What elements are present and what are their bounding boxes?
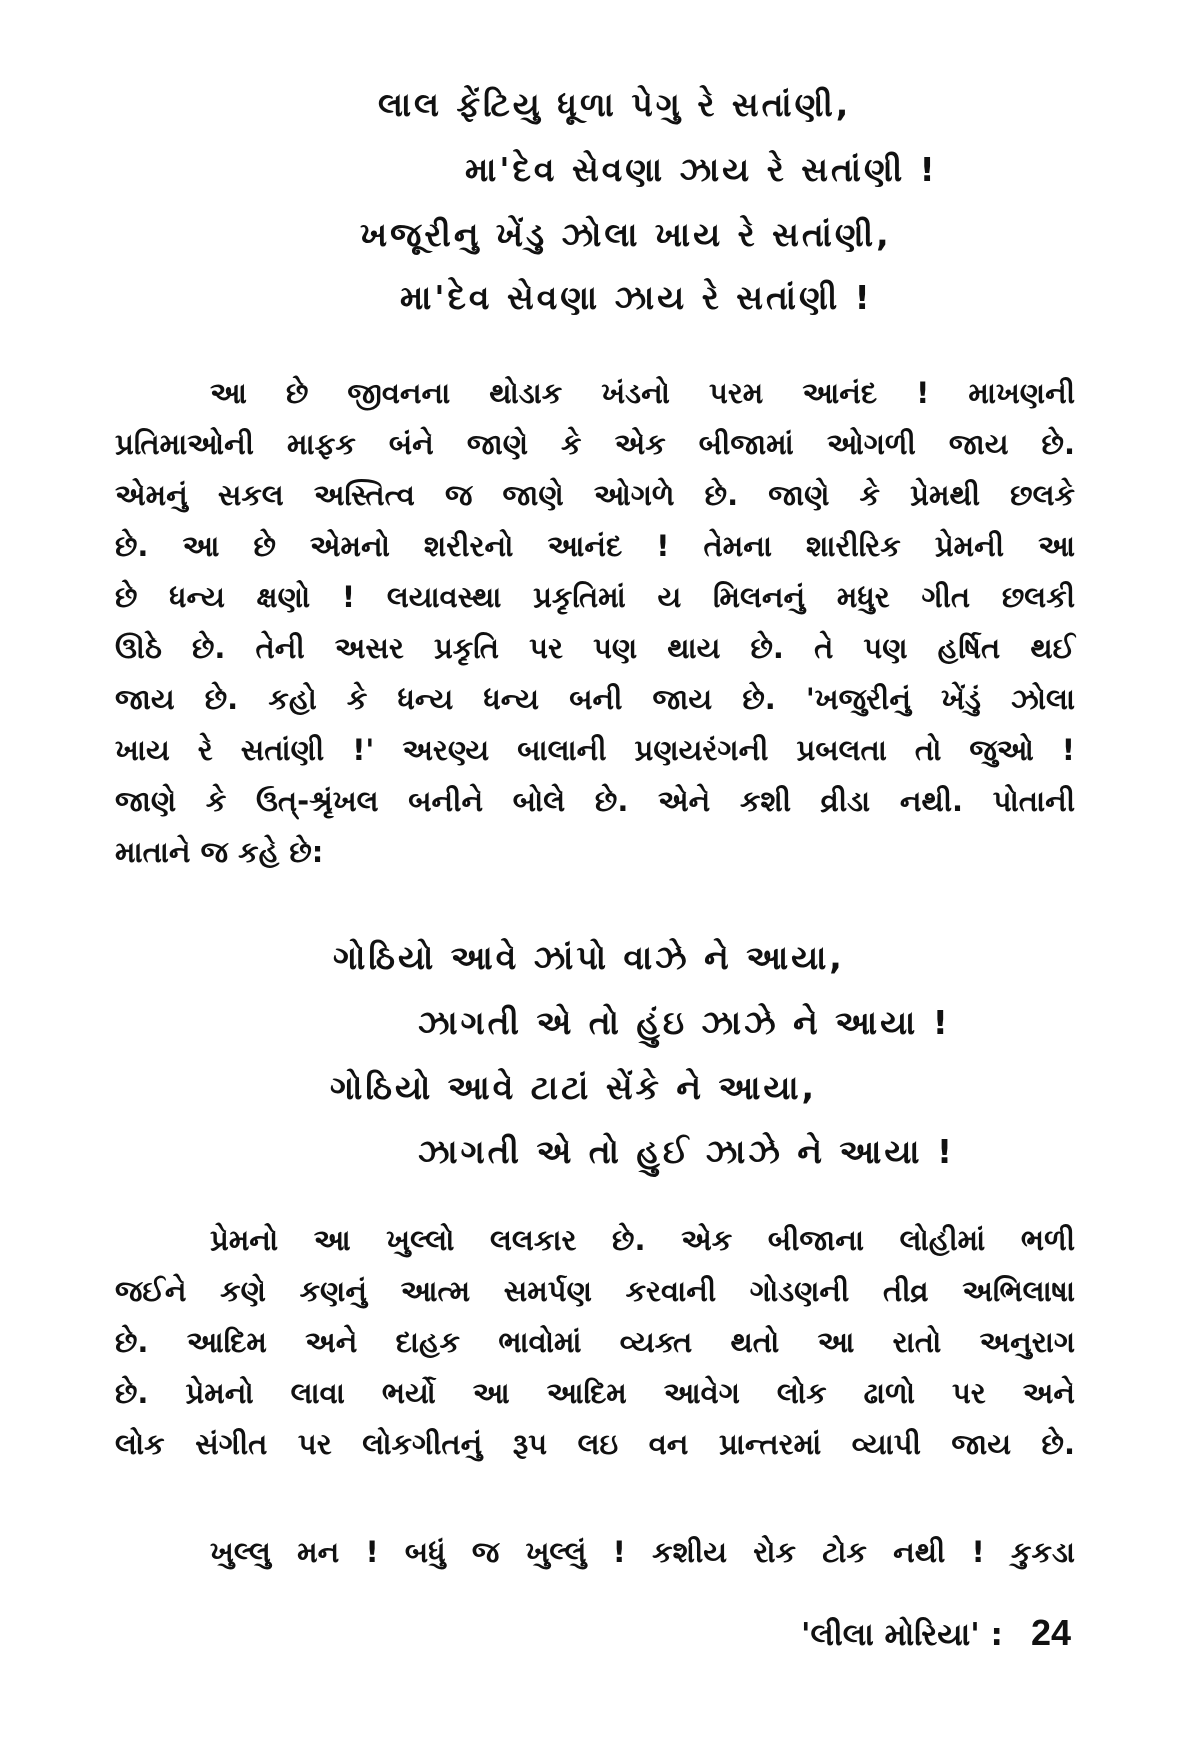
paragraph-line: જાણે કે ઉત્-શ્રૃંખલ બનીને બોલે છે. એને કશી વ્રીડા નથી. પોતાની [115, 784, 1075, 818]
paragraph-line: ઊઠે છે. તેની અસર પ્રકૃતિ પર પણ થાય છે. તે પણ હર્ષિત થઈ [115, 631, 1075, 665]
paragraph-line: છે. આ છે એમનો શરીરનો આનંદ ! તેમના શારીરિક પ્રેમની આ [115, 529, 1075, 563]
paragraph-line: છે. આદિમ અને દાહક ભાવોમાં વ્યક્ત થતો આ રાતો અનુરાગ [115, 1325, 1075, 1359]
paragraph-line: ખુલ્લુ મન ! બધું જ ખુલ્લું ! કશીય રોક ટોક નથી ! કુકડા [210, 1535, 1075, 1569]
paragraph-2 [115, 1215, 1075, 1470]
verse-line: ઝાગતી એ તો હુંઇ ઝાઝે ને આયા ! [418, 1003, 951, 1042]
paragraph-line: પ્રેમનો આ ખુલ્લો લલકાર છે. એક બીજાના લોહીમાં ભળી [210, 1223, 1075, 1257]
verse-line: ગોઠિયો આવે ટાટાં સેંકે ને આયા, [330, 1068, 818, 1107]
verse-line: ઝાગતી એ તો હુઈ ઝાઝે ને આયા ! [418, 1132, 956, 1171]
paragraph-1 [115, 368, 1075, 878]
verse-line: ખજૂરીનુ ખેંડુ ઝોલા ખાય રે સતાંણી, [360, 215, 892, 254]
paragraph-line: માતાને જ કહે છે: [115, 835, 324, 869]
paragraph-line: છે ધન્ય ક્ષણો ! લયાવસ્થા પ્રકૃતિમાં ય મિલનનું મધુર ગીત છલકી [115, 580, 1075, 614]
paragraph-line: જાય છે. કહો કે ધન્ય ધન્ય બની જાય છે. 'ખજુરીનું ખેંડું ઝોલા [115, 682, 1075, 716]
page-number: 24 [1030, 1612, 1071, 1653]
paragraph-line: લોક સંગીત પર લોકગીતનું રૂપ લઇ વન પ્રાન્તરમાં વ્યાપી જાય છે. [115, 1427, 1075, 1461]
paragraph-line: આ છે જીવનના થોડાક ખંડનો પરમ આનંદ ! માખણની [210, 376, 1075, 410]
verse-line: મા'દેવ સેવણા ઝાય રે સતાંણી ! [465, 150, 938, 189]
paragraph-3 [115, 1527, 1075, 1578]
paragraph-line: ખાય રે સતાંણી !' અરણ્ય બાલાની પ્રણયરંગની પ્રબલતા તો જુઓ ! [115, 733, 1075, 767]
paragraph-line: જઈને કણે કણનું આત્મ સમર્પણ કરવાની ગોડણની તીવ્ર અભિલાષા [115, 1274, 1075, 1308]
paragraph-line: પ્રતિમાઓની માફક બંને જાણે કે એક બીજામાં ઓગળી જાય છે. [115, 427, 1075, 461]
verse-line: લાલ ફેંટિયુ ધૂળા પેગુ રે સતાંણી, [378, 85, 852, 124]
book-title: 'લીલા મોરિયા' : [801, 1617, 1003, 1653]
paragraph-line: એમનું સકલ અસ્તિત્વ જ જાણે ઓગળે છે. જાણે કે પ્રેમથી છલકે [115, 478, 1075, 512]
verse-line: મા'દેવ સેવણા ઝાય રે સતાંણી ! [400, 278, 873, 317]
verse-line: ગોઠિયો આવે ઝાંપો વાઝે ને આયા, [333, 938, 845, 977]
paragraph-line: છે. પ્રેમનો લાવા ભર્યો આ આદિમ આવેગ લોક ઢાળો પર અને [115, 1376, 1075, 1410]
page-footer [801, 1612, 1071, 1654]
